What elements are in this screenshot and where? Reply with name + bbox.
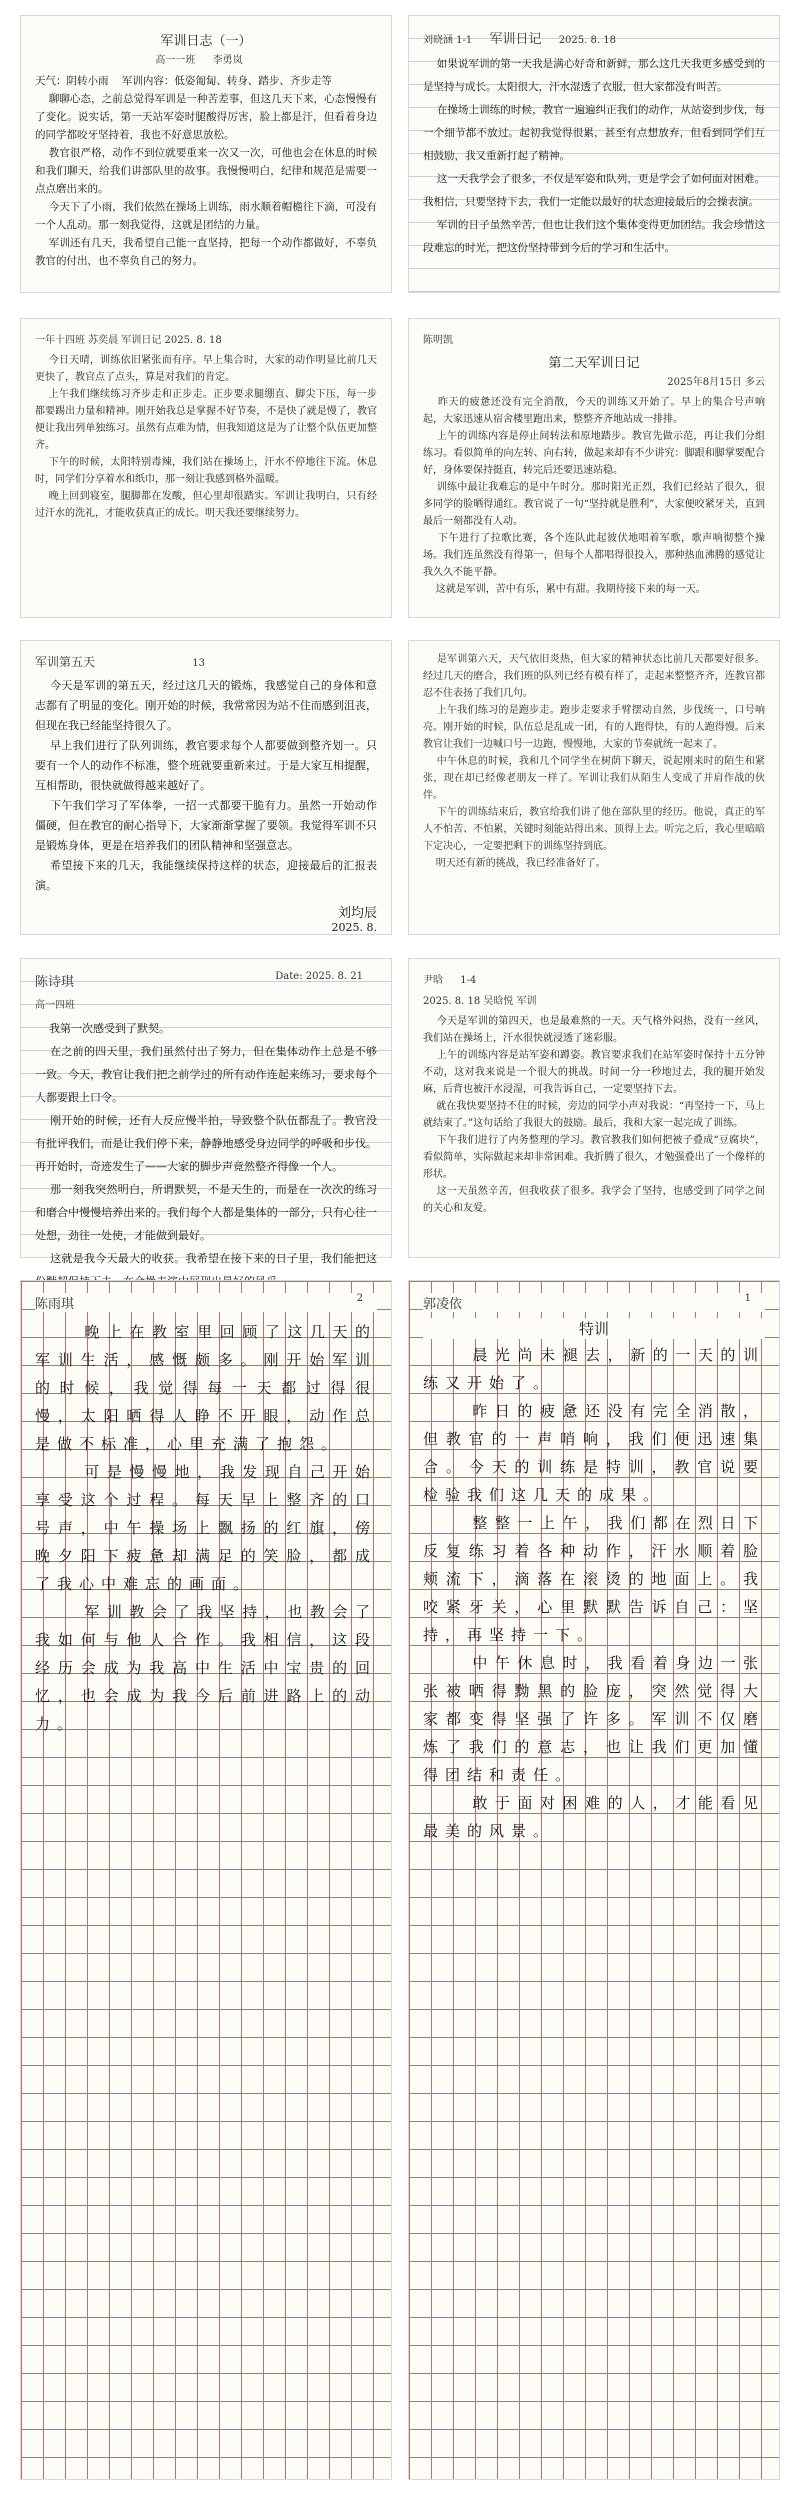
page-title: 第二天军训日记 xyxy=(548,356,640,371)
page-body: 天气：阴转小雨 军训内容：低姿匍匐、转身、踏步、齐步走等 聊聊心态，之前总觉得军训是一种苦差事，但这几天下来，心态慢慢有了变化。说实话，第一天站军姿时腿酸得厉害，脸上都是汗，但看着身边的同学都咬牙坚持着，我也不好意思放松。 教官很严格，动作不到位就要重来一次又一次，可他也会在休息的时候和我们聊天，给我们讲部队里的故事。我慢慢明白，纪律和规范是需要一点点磨出来的。 今天下了小雨，我们依然在操场上训练，雨水顺着帽檐往下滴，可没有一个人乱动。那一刻我觉得，这就是团结的力量。 军训还有几天，我希望自己能一直坚持，把每一个动作都做好，不辜负教官的付出，也不辜负自己的努力。 xyxy=(35,75,378,267)
page-body: 如果说军训的第一天我是满心好奇和新鲜，那么这几天我更多感受到的是坚持与成长。太阳很大，汗水湿透了衣服，但大家都没有叫苦。 在操场上训练的时候，教官一遍遍纠正我们的动作，从站姿到步伐，每一个细节都不放过。起初我觉得很累，甚至有点想放弃，但看到同学们互相鼓励，我又重新打起了精神。 这一天我学会了很多，不仅是军姿和队列，更是学会了如何面对困难。我相信，只要坚持下去，我们一定能以最好的状态迎接最后的会操表演。 军训的日子虽然辛苦，但也让我们这个集体变得更加团结。我会珍惜这段难忘的时光，把这份坚持带到今后的学习和生活中。 xyxy=(423,58,766,254)
author-name: 陈雨琪 xyxy=(35,1297,75,1312)
signature-block xyxy=(35,902,377,934)
author-name: 李勇岚 xyxy=(212,55,243,66)
signature: 刘均辰 xyxy=(337,906,377,921)
diary-page-8 xyxy=(408,958,780,1258)
page-meta xyxy=(35,971,377,990)
signature-date: 2025. 8. xyxy=(331,921,377,934)
class-name: 高一一班 xyxy=(155,55,196,66)
page-number: 13 xyxy=(192,658,205,669)
page-title: 军训日记 xyxy=(489,32,542,47)
author-name: 郭凌依 xyxy=(423,1297,463,1312)
date-text: Date: 2025. 8. 21 xyxy=(275,971,363,982)
page-meta xyxy=(423,28,765,47)
page-meta xyxy=(35,51,377,66)
page-number: 2 xyxy=(356,1293,363,1304)
page-body: 昨天的疲惫还没有完全消散，今天的训练又开始了。早上的集合号声响起，大家迅速从宿舍楼里跑出来，整整齐齐地站成一排排。 上午的训练内容是停止间转法和原地踏步。教官先做示范，再让我们分组练习。看似简单的向左转、向右转，做起来却有不少讲究：脚跟和脚掌要配合好，身体要保持挺直，转完后还要迅速站稳。 训练中最让我难忘的是中午时分。那时阳光正烈，我们已经站了很久，很多同学的脸晒得通红。教官说了一句“坚持就是胜利”，大家便咬紧牙关，直到最后一刻都没有人动。 下午进行了拉歌比赛，各个连队此起彼伏地唱着军歌，歌声响彻整个操场。我们连虽然没有得第一，但每个人都唱得很投入，那种热血沸腾的感觉让我久久不能平静。 这就是军训，苦中有乐，累中有甜。我期待接下来的每一天。 xyxy=(423,397,766,595)
page-body: 晚上在教室里回顾了这几天的军训生活，感慨颇多。刚开始军训的时候，我觉得每一天都过得很慢，太阳晒得人睁不开眼，动作总是做不标准，心里充满了抱怨。 可是慢慢地，我发现自己开始享受这个过程。每天早上整齐的口号声，中午操场上飘扬的红旗，傍晚夕阳下疲惫却满足的笑脸，都成了我心中难忘的画面。 军训教会了我坚持，也教会了我如何与他人合作。我相信，这段经历会成为我高中生活中宝贵的回忆，也会成为我今后前进路上的动力。 xyxy=(35,1323,377,1733)
page-meta xyxy=(35,1293,377,1312)
page-meta xyxy=(423,1293,765,1312)
page-title: 军训日志（一） xyxy=(160,34,252,49)
page-title: 军训第五天 xyxy=(35,655,96,669)
author-name: 尹晗 xyxy=(423,975,443,986)
diary-page-5 xyxy=(20,640,392,935)
page-body: 晨光尚未褪去，新的一天的训练又开始了。 昨日的疲惫还没有完全消散，但教官的一声哨响，我们便迅速集合。今天的训练是特训，教官说要检验我们这几天的成果。 整整一上午，我们都在烈日下反复练习着各种动作，汗水顺着脸颊流下，滴落在滚烫的地面上。我咬紧牙关，心里默默告诉自己：坚持，再坚持一下。 中午休息时，我看着身边一张张被晒得黝黑的脸庞，突然觉得大家都变得坚强了许多。军训不仅磨炼了我们的意志，也让我们更加懂得团结和责任。 敢于面对困难的人，才能看见最美的风景。 xyxy=(423,1346,765,1840)
author-name: 陈诗琪 xyxy=(35,975,75,990)
diary-page-6 xyxy=(408,640,780,935)
diary-page-3 xyxy=(20,318,392,618)
class-name: 1-4 xyxy=(460,975,477,986)
class-name: 高一四班 xyxy=(35,1000,75,1011)
diary-page-2 xyxy=(408,15,780,293)
author-name: 刘晓涵 1-1 xyxy=(423,35,473,46)
page-number: 1 xyxy=(744,1293,751,1304)
page-body: 今天是军训的第五天，经过这几天的锻炼，我感觉自己的身体和意志都有了明显的变化。刚开始的时候，我常常因为站不住而感到沮丧，但现在我已经能坚持很久了。 早上我们进行了队列训练，教官要求每个人都要做到整齐划一。只要有一个人的动作不标准，整个班就要重新来过。于是大家互相提醒，互相帮助，很快就做得越来越好了。 下午我们学习了军体拳，一招一式都要干脆有力。虽然一开始动作僵硬，但在教官的耐心指导下，大家渐渐掌握了要领。我觉得军训不只是锻炼身体，更是在培养我们的团队精神和坚强意志。 希望接下来的几天，我能继续保持这样的状态，迎接最后的汇报表演。 xyxy=(35,679,377,892)
page-meta xyxy=(423,971,765,986)
page-meta xyxy=(35,653,377,670)
page-body: 今日天晴，训练依旧紧张而有序。早上集合时，大家的动作明显比前几天更快了，教官点了点头，算是对我们的肯定。 上午我们继续练习齐步走和正步走。正步要求腿绷直、脚尖下压，每一步都要踢出力量和精神。刚开始我总是掌握不好节奏，不是快了就是慢了，教官便让我出列单独练习。虽然有点难为情，但我知道这是为了让整个队伍更加整齐。 下午的时候，太阳特别毒辣，我们站在操场上，汗水不停地往下流。休息时，同学们分享着水和纸巾，那一刻让我感到格外温暖。 晚上回到寝室，腿脚都在发酸，但心里却很踏实。军训让我明白，只有经过汗水的洗礼，才能收获真正的成长。明天我还要继续努力。 xyxy=(35,355,378,519)
page-header: 2025. 8. 18 吴晗悦 军训 xyxy=(423,996,537,1007)
diary-page-10 xyxy=(408,1280,780,2480)
diary-page-4 xyxy=(408,318,780,618)
date-text: 2025. 8. 18 xyxy=(558,35,616,46)
date-text: 2025年8月15日 多云 xyxy=(667,377,765,388)
author-name: 陈明凯 xyxy=(423,335,453,346)
diary-page-1 xyxy=(20,15,392,293)
diary-page-9 xyxy=(20,1280,392,2480)
page-body: 是军训第六天，天气依旧炎热，但大家的精神状态比前几天都要好很多。经过几天的磨合，我们班的队列已经有模有样了，走起来整整齐齐，连教官都忍不住表扬了我们几句。 上午我们练习的是跑步走。跑步走要求手臂摆动自然，步伐统一，口号响亮。刚开始的时候，队伍总是乱成一团，有的人跑得快，有的人跑得慢。后来教官让我们一边喊口号一边跑，慢慢地，大家的节奏就统一起来了。 中午休息的时候，我和几个同学坐在树荫下聊天，说起刚来时的陌生和紧张，现在却已经像老朋友一样了。军训让我们从陌生人变成了并肩作战的伙伴。 下午的训练结束后，教官给我们讲了他在部队里的经历。他说，真正的军人不怕苦、不怕累，关键时刻能站得出来、顶得上去。听完之后，我心里暗暗下定决心，一定要把剩下的训练坚持到底。 明天还有新的挑战，我已经准备好了。 xyxy=(423,654,766,869)
page-header: 一年十四班 苏奕晨 军训日记 2025. 8. 18 xyxy=(35,335,222,346)
page-body: 我第一次感受到了默契。 在之前的四天里，我们虽然付出了努力，但在集体动作上总是不够一致。今天，教官让我们把之前学过的所有动作连起来练习，要求每个人都要跟上口令。 刚开始的时候，还有人反应慢半拍，导致整个队伍都乱了。教官没有批评我们，而是让我们停下来，静静地感受身边同学的呼吸和步伐。再开始时，奇迹发生了——大家的脚步声竟然整齐得像一个人。 那一刻我突然明白，所谓默契，不是天生的，而是在一次次的练习和磨合中慢慢培养出来的。我们每个人都是集体的一部分，只有心往一处想，劲往一处使，才能做到最好。 这就是我今天最大的收获。我希望在接下来的日子里，我们能把这 xyxy=(35,1022,377,1265)
page-title: 特训 xyxy=(423,1318,765,1339)
page-body: 今天是军训的第四天，也是最难熬的一天。天气格外闷热，没有一丝风，我们站在操场上，汗水很快就浸透了迷彩服。 上午的训练内容是站军姿和蹲姿。教官要求我们在站军姿时保持十五分钟不动，这对我来说是一个很大的挑战。时间一分一秒地过去，我的腿开始发麻，后背也被汗水浸湿，可我告诉自己，一定要坚持下去。 就在我快要坚持不住的时候，旁边的同学小声对我说：“再坚持一下，马上就结束了。”这句话给了我很大的鼓励。最后，我和大家一起完成了训练。 下午我们进行了内务整理的学习。教官教我们如何把被子叠成“豆腐块”，看似简单，实际做起来却非常困难。我折腾了很久，才勉强叠出了一个像样的形状。 这一天虽然辛苦，但我收获了很多。我学会了坚持，也感受到了同学之间的关心和友爱。 xyxy=(423,1016,766,1214)
diary-page-7 xyxy=(20,958,392,1265)
